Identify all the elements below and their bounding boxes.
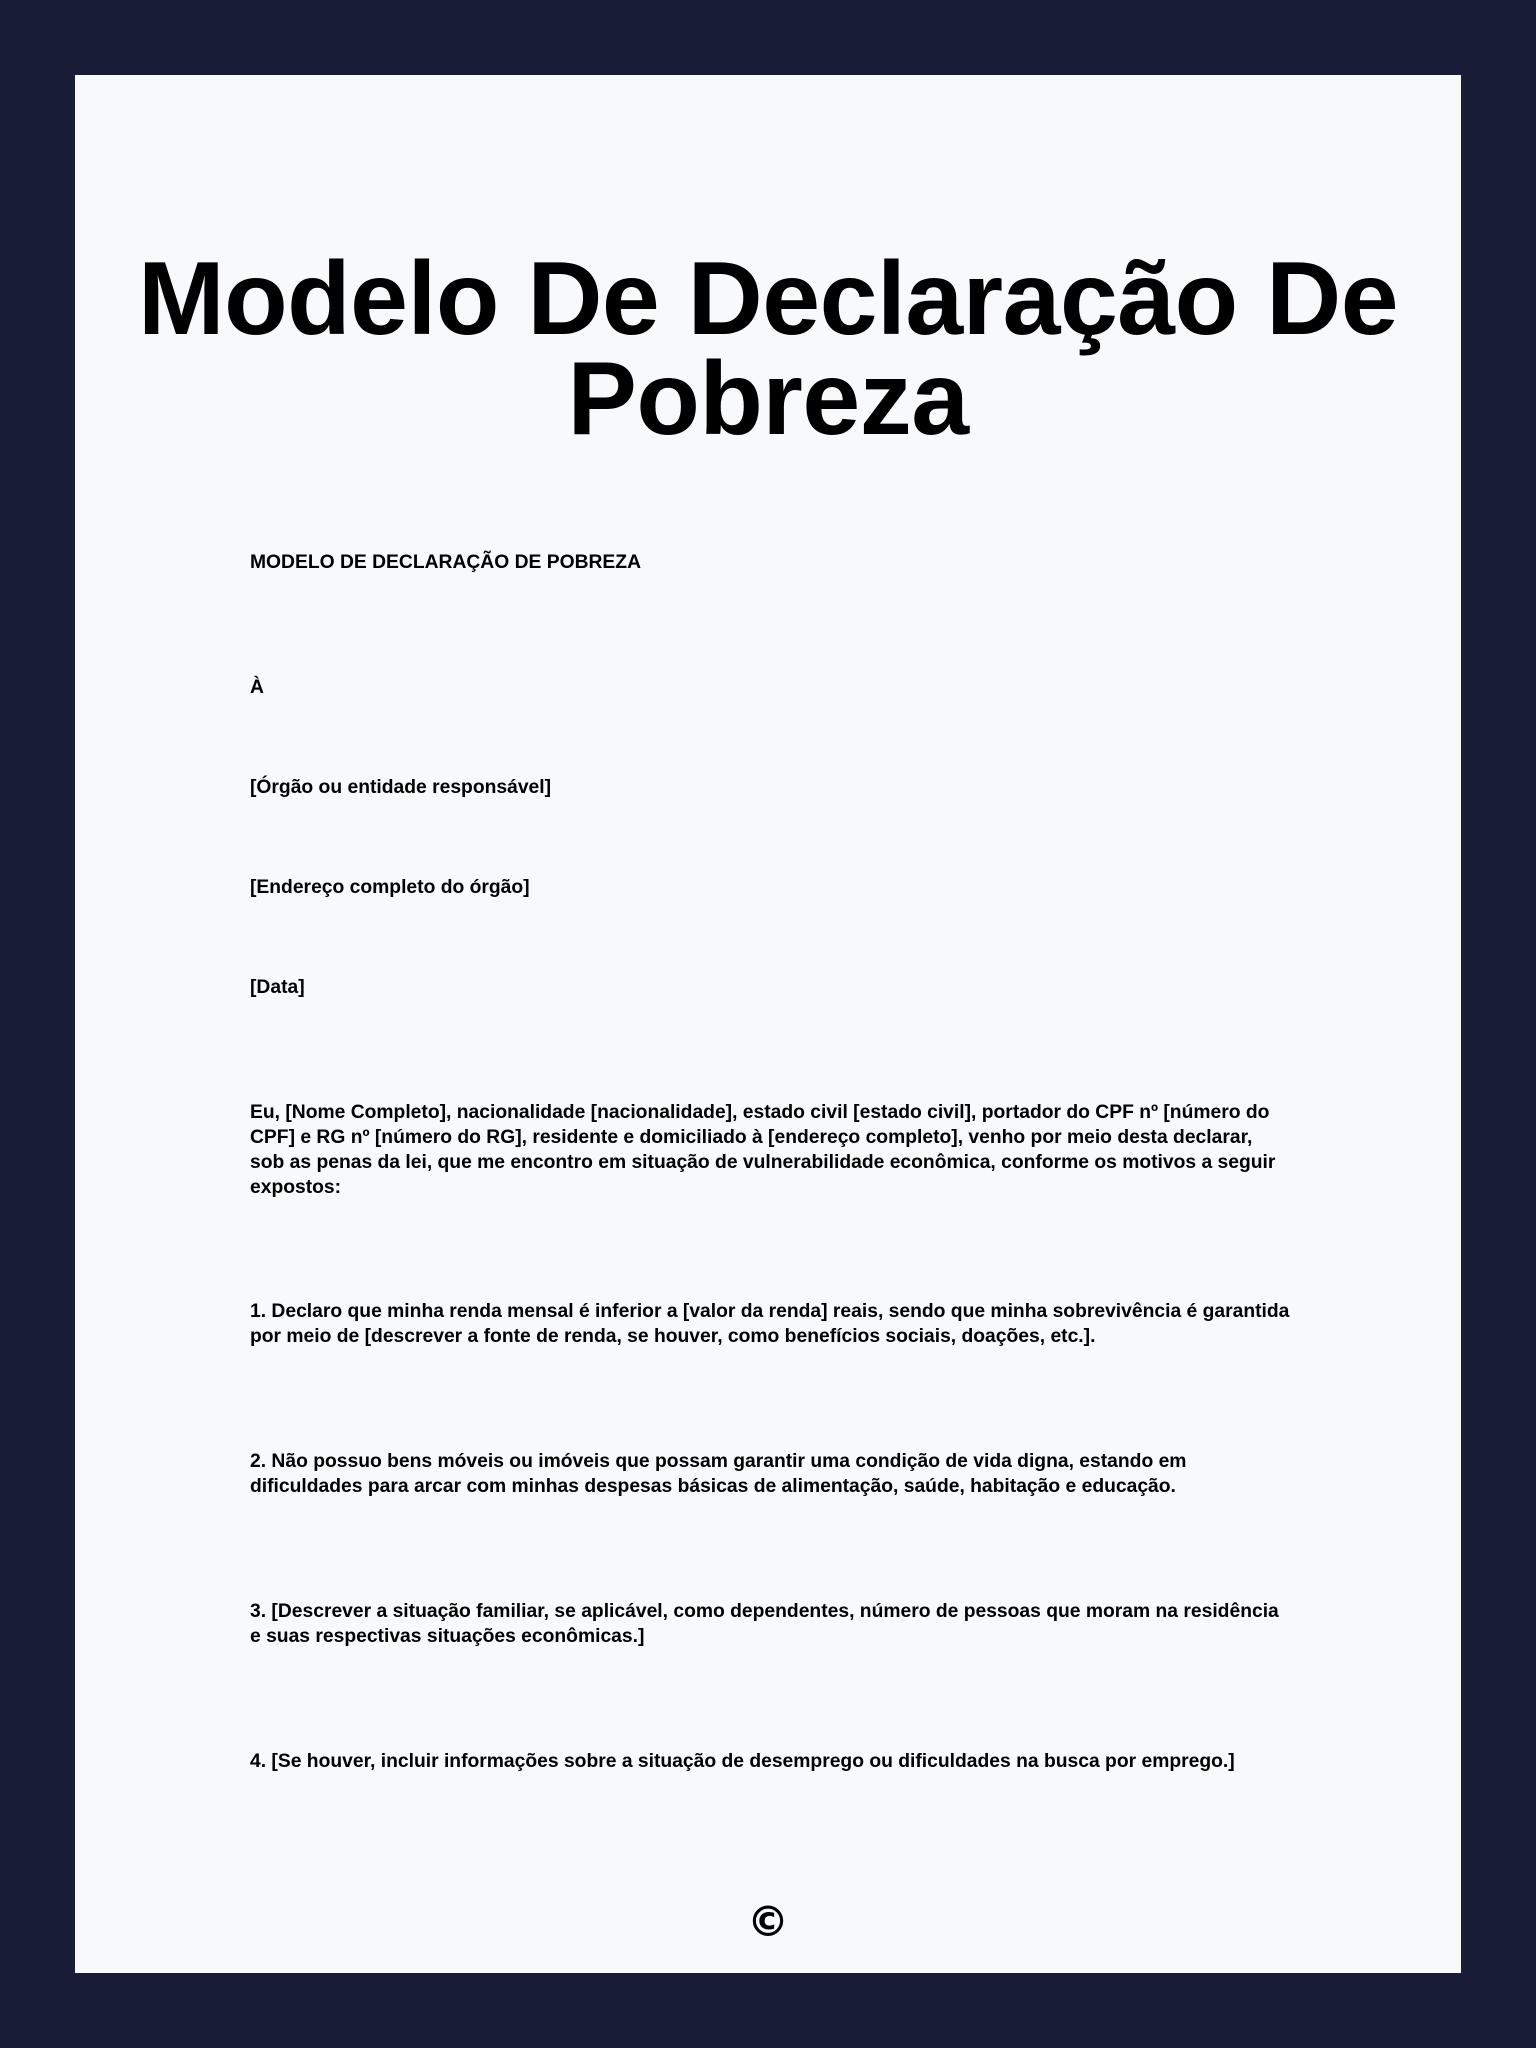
document-date: [Data] bbox=[250, 977, 305, 998]
list-item: 2. Não possuo bens móveis ou imóveis que possam garantir uma condição de vida digna, estando em dificuldades para arcar com minhas despesas básicas de alimentação, saúde, habitação e educação. bbox=[250, 1451, 1187, 1497]
list-item: 4. [Se houver, incluir informações sobre a situação de desemprego ou dificuldades na busca por emprego.] bbox=[250, 1751, 1235, 1772]
page-title: Modelo De Declaração De Pobreza bbox=[137, 241, 1399, 457]
copyright-icon: © bbox=[747, 1897, 789, 1946]
recipient-entity: [Órgão ou entidade responsável] bbox=[250, 777, 552, 798]
recipient-prefix: À bbox=[250, 677, 264, 698]
document-page bbox=[75, 75, 1461, 1973]
document-heading: MODELO DE DECLARAÇÃO DE POBREZA bbox=[250, 552, 641, 573]
recipient-address: [Endereço completo do órgão] bbox=[250, 877, 530, 898]
list-item: 1. Declaro que minha renda mensal é inferior a [valor da renda] reais, sendo que minha sobrevivência é garantida por meio de [descrever a fonte de renda, se houver, como benefícios sociais, doações, etc.]. bbox=[250, 1301, 1290, 1347]
intro-paragraph: Eu, [Nome Completo], nacionalidade [nacionalidade], estado civil [estado civil], portador do CPF nº [número do CPF] e RG nº [número do RG], residente e domiciliado à [endereço completo], venho por meio desta declarar, sob as penas da lei, que me encontro em situação de vulnerabilidade econômica, conforme os motivos a seguir expostos: bbox=[250, 1102, 1276, 1198]
list-item: 3. [Descrever a situação familiar, se aplicável, como dependentes, número de pessoas que moram na residência e suas respectivas situações econômicas.] bbox=[250, 1601, 1279, 1647]
